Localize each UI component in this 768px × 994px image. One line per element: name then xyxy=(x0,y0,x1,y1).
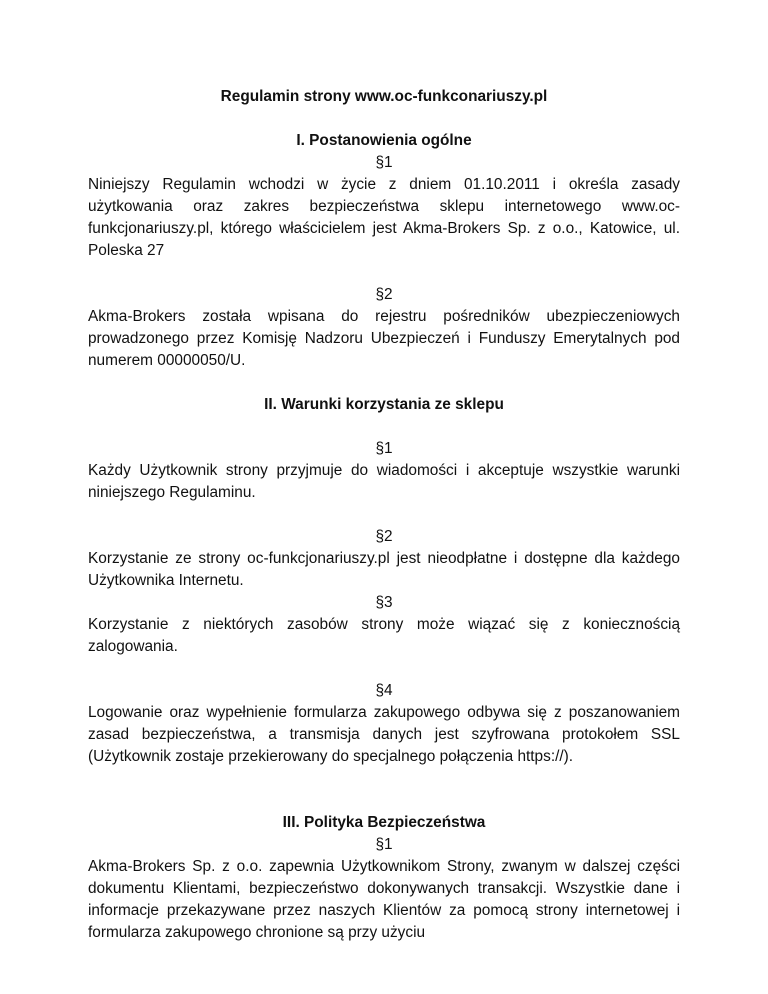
section-2-paragraph-1-text: Każdy Użytkownik strony przyjmuje do wiadomości i akceptuje wszystkie warunki niniejszego Regulaminu. xyxy=(88,462,680,501)
section-1-heading: I. Postanowienia ogólne xyxy=(296,132,472,149)
section-3-heading: III. Polityka Bezpieczeństwa xyxy=(282,814,486,831)
document-page xyxy=(88,86,680,944)
section-3-paragraph-1-mark: §1 xyxy=(375,836,393,853)
section-1-paragraph-1-text: Niniejszy Regulamin wchodzi w życie z dniem 01.10.2011 i określa zasady użytkowania oraz zakres bezpieczeństwa sklepu internetowego www.oc-funkcjonariuszy.pl, którego właścicielem jest Akma-Brokers Sp. z o.o., Katowice, ul. Poleska 27 xyxy=(88,176,680,259)
section-2-paragraph-4-text: Logowanie oraz wypełnienie formularza zakupowego odbywa się z poszanowaniem zasad bezpieczeństwa, a transmisja danych jest szyfrowana protokołem SSL (Użytkownik zostaje przekierowany do specjalnego połączenia https://). xyxy=(88,704,680,765)
section-2-paragraph-3-text: Korzystanie z niektórych zasobów strony może wiązać się z koniecznością zalogowania. xyxy=(88,616,680,655)
section-2-paragraph-4-mark: §4 xyxy=(375,682,393,699)
section-2-paragraph-2-mark: §2 xyxy=(375,528,393,545)
section-1-paragraph-2-text: Akma-Brokers została wpisana do rejestru pośredników ubezpieczeniowych prowadzonego przez Komisję Nadzoru Ubezpieczeń i Funduszy Emerytalnych pod numerem 00000050/U. xyxy=(88,308,680,369)
section-2-paragraph-2-text: Korzystanie ze strony oc-funkcjonariuszy.pl jest nieodpłatne i dostępne dla każdego Użytkownika Internetu. xyxy=(88,550,680,589)
section-1-paragraph-1-mark: §1 xyxy=(375,154,393,171)
document-title: Regulamin strony www.oc-funkconariuszy.pl xyxy=(220,88,548,105)
section-3-paragraph-1-text: Akma-Brokers Sp. z o.o. zapewnia Użytkownikom Strony, zwanym w dalszej części dokumentu Klientami, bezpieczeństwo dokonywanych transakcji. Wszystkie dane i informacje przekazywane przez naszych Klientów za pomocą strony internetowej i formularza zakupowego chronione są przy użyciu xyxy=(88,858,680,941)
section-2-paragraph-1-mark: §1 xyxy=(375,440,393,457)
section-1-paragraph-2-mark: §2 xyxy=(375,286,393,303)
section-2-paragraph-3-mark: §3 xyxy=(375,594,393,611)
section-2-heading: II. Warunki korzystania ze sklepu xyxy=(264,396,504,413)
